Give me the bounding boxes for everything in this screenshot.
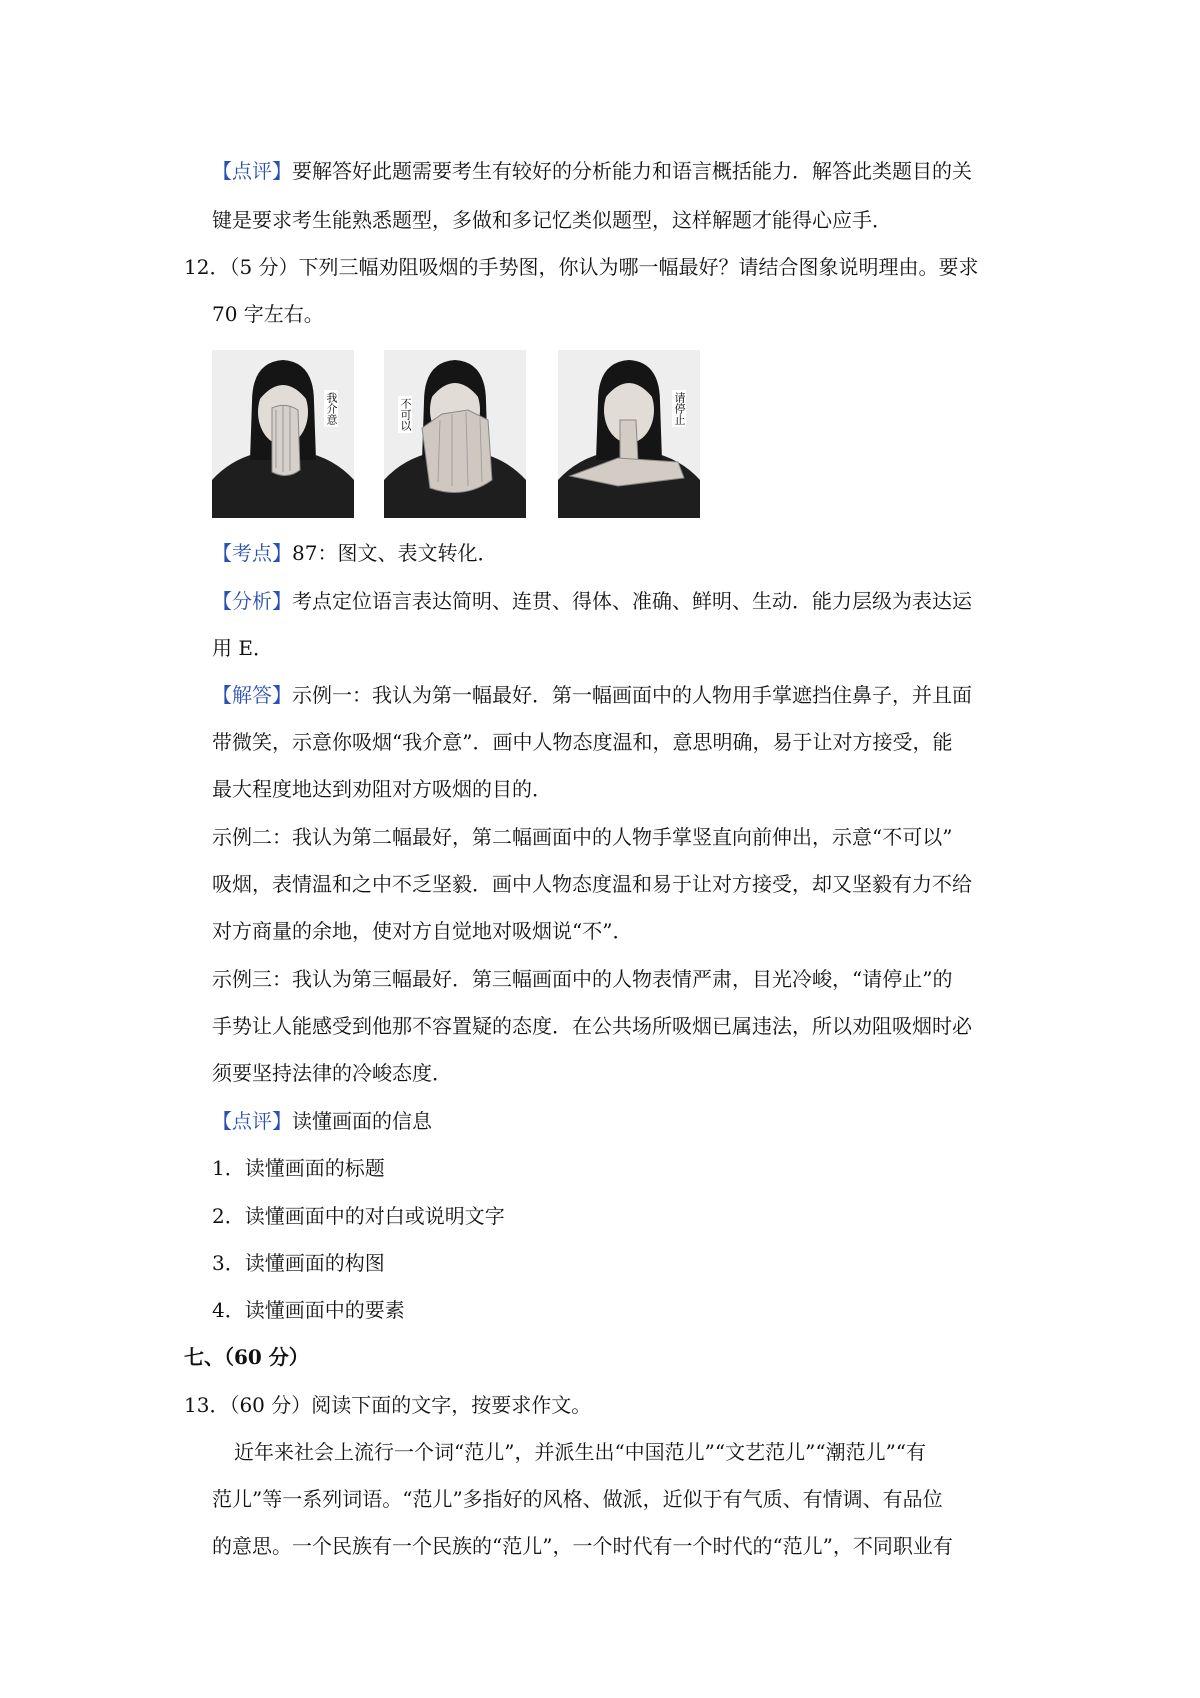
jieda-line-3: 最大程度地达到劝阻对方吸烟的目的．: [212, 777, 552, 801]
list-item-3: 3．读懂画面的构图: [212, 1251, 385, 1275]
example-3-line-3: 须要坚持法律的冷峻态度．: [212, 1061, 452, 1085]
jieda-line-2: 带微笑，示意你吸烟“我介意”．画中人物态度温和，意思明确，易于让对方接受，能: [212, 730, 953, 754]
kaodian-tag: 【考点】: [212, 541, 292, 565]
dianping-text: 读懂画面的信息: [292, 1109, 432, 1133]
dianping-line: [212, 1106, 432, 1136]
photo-label-3: 请停止: [673, 392, 686, 425]
passage-line-3: 的意思。一个民族有一个民族的“范儿”，一个时代有一个时代的“范儿”，不同职业有: [212, 1534, 953, 1558]
kaodian-line: [212, 538, 497, 568]
kaodian-text: 87：图文、表文转化．: [292, 541, 498, 565]
comment-line-1: [212, 156, 972, 186]
comment-line-2: 键是要求考生能熟悉题型，多做和多记忆类似题型，这样解题才能得心应手．: [212, 208, 892, 232]
list-item-2: 2．读懂画面中的对白或说明文字: [212, 1204, 505, 1228]
comment-tag: 【点评】: [212, 159, 292, 183]
question-12-line-1: 12．（5 分）下列三幅劝阻吸烟的手势图，你认为哪一幅最好？请结合图象说明理由。要求: [184, 255, 979, 279]
photo-label-2: 不可以: [399, 398, 412, 431]
passage-line-1: 近年来社会上流行一个词“范儿”，并派生出“中国范儿”“文艺范儿”“潮范儿”“有: [234, 1440, 927, 1464]
jieda-line-1: [212, 680, 972, 710]
fenxi-line-2: 用 E．: [212, 636, 273, 660]
section-seven-heading: 七、（60 分）: [184, 1345, 309, 1369]
question-12-line-2: 70 字左右。: [212, 302, 324, 326]
comment-text: 要解答好此题需要考生有较好的分析能力和语言概括能力．解答此类题目的关: [292, 159, 972, 183]
passage-line-2: 范儿”等一系列词语。“范儿”多指好的风格、做派，近似于有气质、有情调、有品位: [212, 1487, 943, 1511]
gesture-photo-1: [212, 350, 354, 518]
fenxi-line-1: [212, 586, 972, 616]
gesture-photo-2: [384, 350, 526, 518]
jieda-tag: 【解答】: [212, 683, 292, 707]
example-3-line-1: 示例三：我认为第三幅最好．第三幅画面中的人物表情严肃，目光冷峻，“请停止”的: [212, 967, 953, 991]
gesture-photos: [212, 350, 700, 518]
example-2-line-1: 示例二：我认为第二幅最好，第二幅画面中的人物手掌竖直向前伸出，示意“不可以”: [212, 825, 953, 849]
example-2-line-3: 对方商量的余地，使对方自觉地对吸烟说“不”．: [212, 919, 633, 943]
question-13-line: 13．（60 分）阅读下面的文字，按要求作文。: [184, 1393, 592, 1417]
fenxi-tag: 【分析】: [212, 589, 292, 613]
gesture-photo-3: [558, 350, 700, 518]
list-item-1: 1．读懂画面的标题: [212, 1156, 385, 1180]
example-3-line-2: 手势让人能感受到他那不容置疑的态度．在公共场所吸烟已属违法，所以劝阻吸烟时必: [212, 1014, 972, 1038]
example-2-line-2: 吸烟，表情温和之中不乏坚毅．画中人物态度温和易于让对方接受，却又坚毅有力不给: [212, 872, 972, 896]
jieda-text: 示例一：我认为第一幅最好．第一幅画面中的人物用手掌遮挡住鼻子，并且面: [292, 683, 972, 707]
dianping-tag: 【点评】: [212, 1109, 292, 1133]
photo-label-1: 我介意: [325, 392, 338, 425]
fenxi-text: 考点定位语言表达简明、连贯、得体、准确、鲜明、生动．能力层级为表达运: [292, 589, 972, 613]
list-item-4: 4．读懂画面中的要素: [212, 1298, 405, 1322]
